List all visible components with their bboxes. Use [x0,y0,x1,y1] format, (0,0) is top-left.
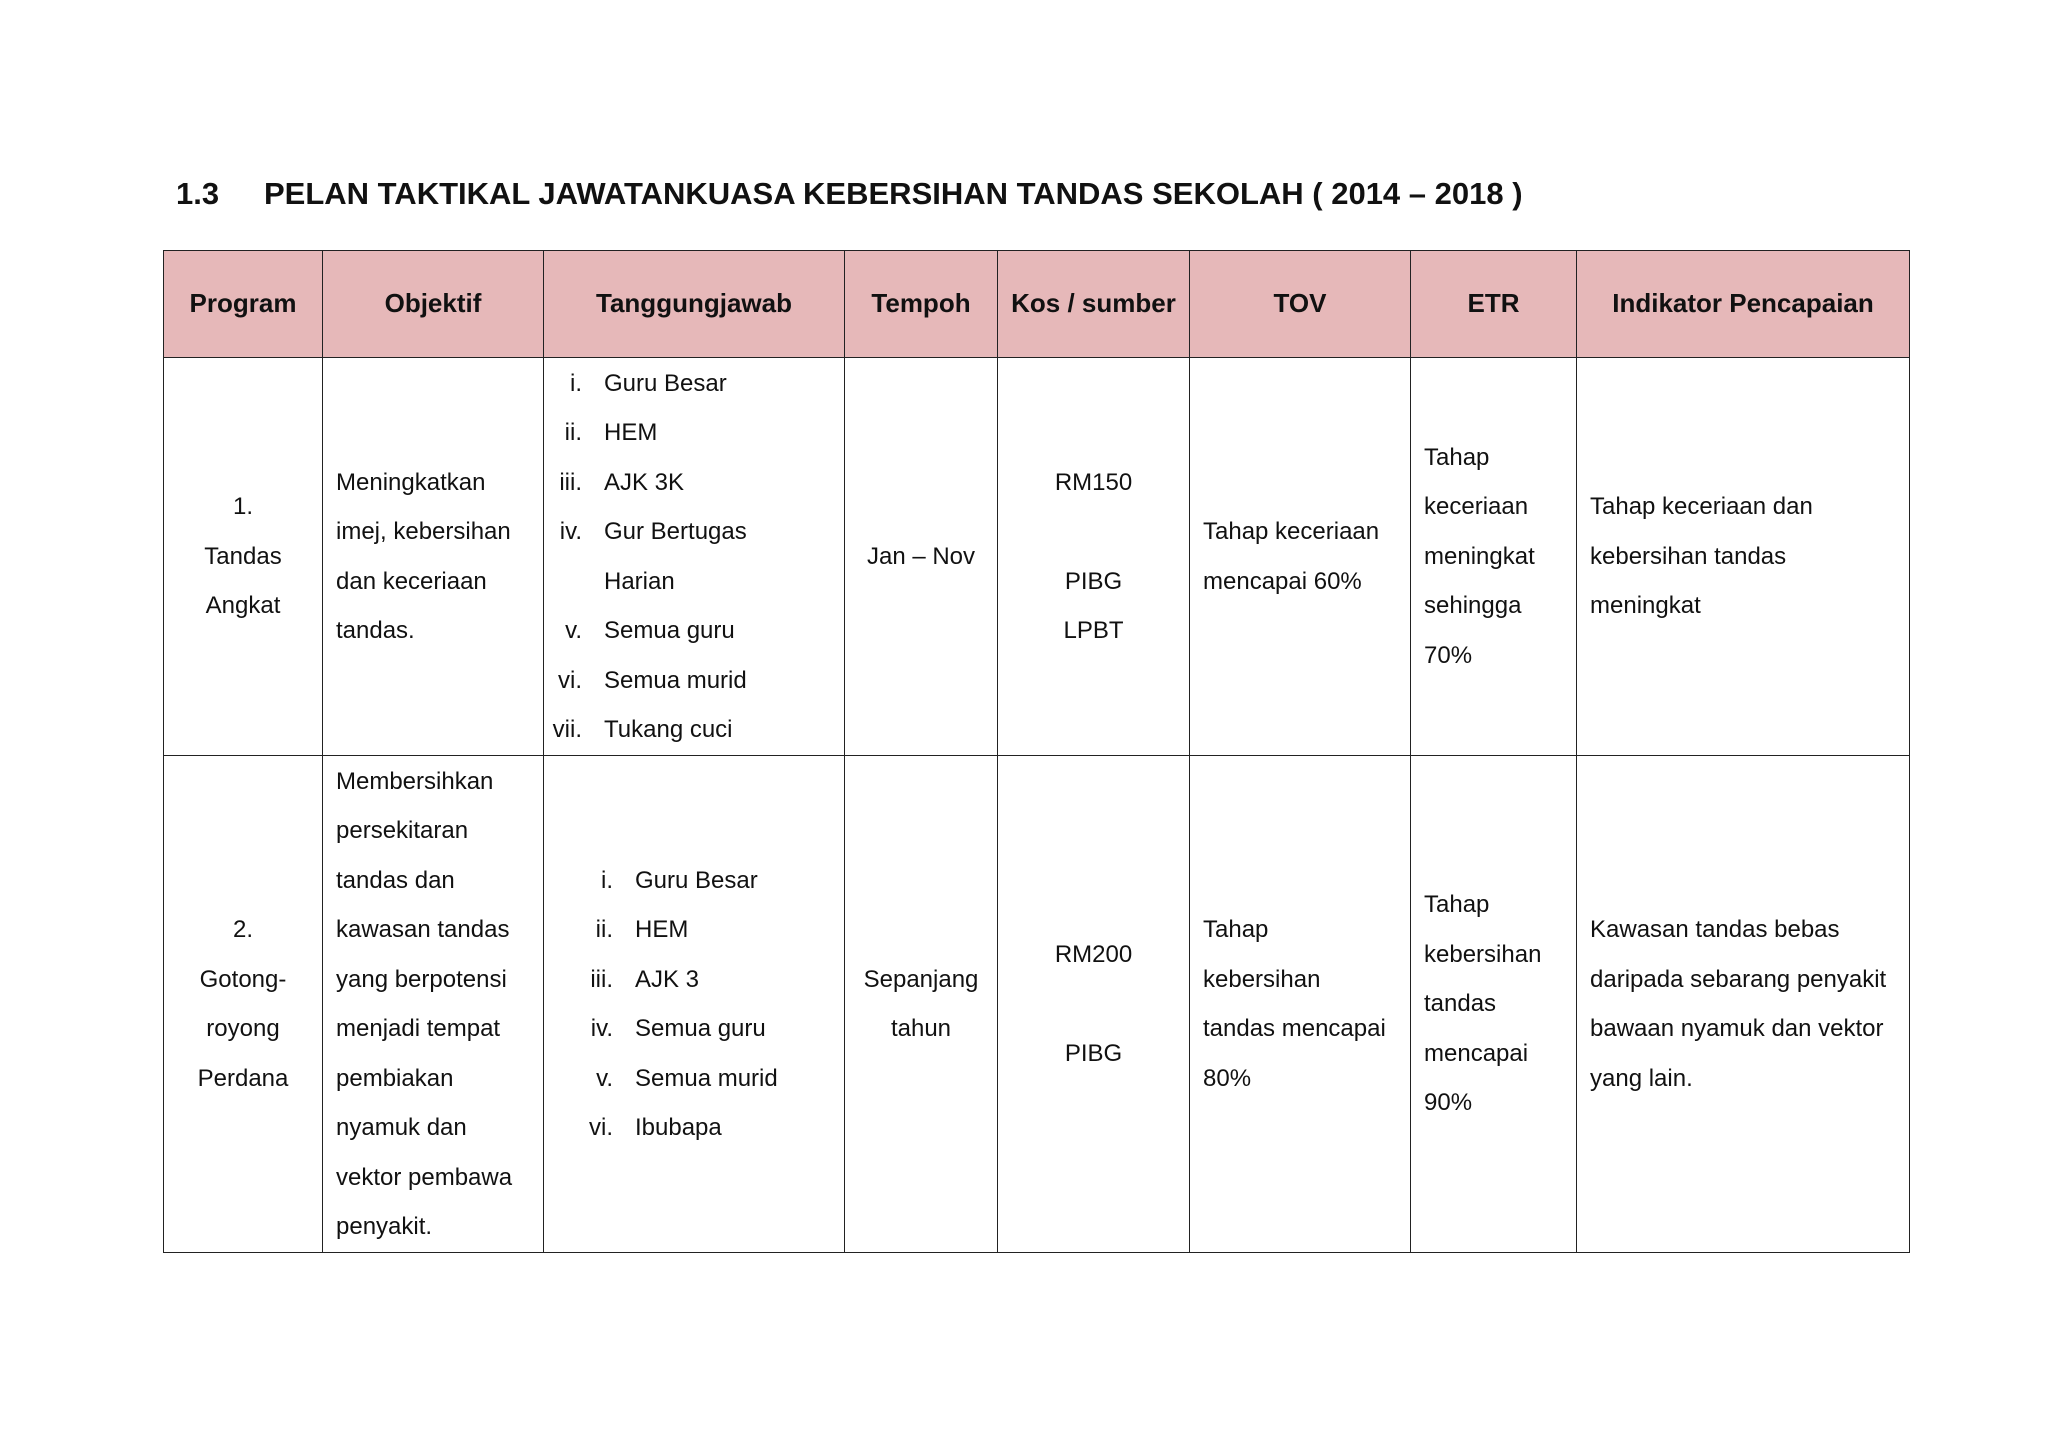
indikator-line: bawaan nyamuk dan vektor [1590,1015,1884,1042]
tov-line: 80% [1203,1064,1252,1092]
tov-line: tandas mencapai [1203,1015,1386,1042]
list-text: HEM [604,419,658,446]
objektif-line: Meningkatkan [336,468,486,496]
indikator-line: Tahap keceriaan dan [1590,493,1813,521]
list-numeral: i. [570,369,582,397]
kos-spacer [1002,507,1185,557]
objektif-line: nyamuk dan [336,1114,467,1141]
tempoh-cell [845,358,998,756]
objektif-cell [323,358,544,756]
list-text: Semua guru [635,1015,766,1042]
etr-line: tandas [1424,990,1497,1018]
list-item [551,1054,836,1104]
tov-cell [1190,358,1411,756]
indikator-cell [1577,358,1910,756]
program-number: 2. [232,916,253,943]
kos-line: RM200 [1054,940,1133,968]
etr-line: keceriaan [1424,493,1529,521]
list-numeral: ii. [564,419,582,446]
list-item [551,606,836,656]
tov-line: Tahap keceriaan [1203,518,1380,545]
objektif-line: kawasan tandas [336,916,510,943]
header-tov: TOV [1190,251,1411,358]
indikator-line: kebersihan tandas [1590,542,1787,570]
tov-line: Tahap [1203,916,1269,943]
list-numeral: vi. [558,666,582,694]
program-line: Angkat [205,592,281,620]
etr-line: Tahap [1424,891,1490,919]
tempoh-cell [845,756,998,1253]
program-cell [164,756,323,1253]
kos-line: RM150 [1054,468,1133,496]
list-text: Semua murid [604,666,747,694]
header-kos-sumber: Kos / sumber [998,251,1190,358]
objektif-line: menjadi tempat [336,1015,501,1042]
list-item [551,507,836,557]
program-number: 1. [232,493,253,521]
tempoh-line: tahun [890,1015,952,1042]
list-numeral: v. [596,1064,613,1092]
list-item [551,856,836,906]
list-item [551,1103,836,1153]
list-numeral: vi. [589,1114,613,1141]
list-numeral: iii. [559,468,582,496]
program-line: Perdana [197,1064,289,1092]
tanggungjawab-cell [544,358,845,756]
indikator-line: Kawasan tandas bebas [1590,916,1840,943]
etr-cell [1411,358,1577,756]
etr-cell [1411,756,1577,1253]
indikator-cell [1577,756,1910,1253]
objektif-line: penyakit. [336,1213,433,1240]
list-item [551,955,836,1005]
list-text: Gur Bertugas [604,518,747,545]
objektif-line: tandas dan [336,866,455,894]
program-cell [164,358,323,756]
list-numeral: i. [601,866,613,894]
etr-line: 90% [1424,1089,1473,1117]
header-row [164,251,1910,358]
tactical-plan-table [163,250,1910,1253]
program-line: Gotong- [199,965,287,993]
tempoh-text: Jan – Nov [866,542,976,570]
kos-line: PIBG [1064,567,1123,595]
objektif-line: persekitaran [336,817,469,844]
etr-line: kebersihan [1424,940,1542,968]
list-item [551,1004,836,1054]
objektif-line: imej, kebersihan [336,518,511,545]
list-text: Harian [604,567,675,595]
header-program: Program [164,251,323,358]
indikator-line: meningkat [1590,592,1701,620]
objektif-line: pembiakan [336,1064,454,1092]
header-tanggungjawab: Tanggungjawab [544,251,845,358]
list-numeral: iv. [590,1015,613,1042]
etr-line: Tahap [1424,443,1490,471]
page-heading [176,176,1523,212]
list-text: Ibubapa [635,1114,722,1141]
list-numeral: ii. [595,916,613,943]
responsibility-list [551,359,836,755]
table-row [164,756,1910,1253]
kos-line: PIBG [1064,1039,1123,1067]
list-text: Tukang cuci [604,716,733,743]
list-item [551,458,836,508]
list-text: Guru Besar [604,369,727,397]
list-text: AJK 3K [604,468,685,496]
list-item [551,705,836,755]
indikator-line: daripada sebarang penyakit [1590,965,1887,993]
list-numeral: iii. [590,965,613,993]
table-row [164,358,1910,756]
program-line: Tandas [204,542,282,570]
header-etr: ETR [1411,251,1577,358]
tov-line: kebersihan [1203,965,1321,993]
etr-line: 70% [1424,641,1473,669]
kos-cell [998,756,1190,1253]
objektif-line: vektor pembawa [336,1163,513,1191]
kos-line: LPBT [1063,617,1124,644]
tempoh-line: Sepanjang [863,965,979,993]
list-numeral: iv. [559,518,582,545]
list-item [551,656,836,706]
program-line: royong [206,1015,280,1042]
objektif-line: yang berpotensi [336,965,507,993]
list-text: Semua murid [635,1064,778,1092]
responsibility-list [551,856,836,1153]
objektif-line: dan keceriaan [336,567,487,595]
etr-line: mencapai [1424,1039,1529,1067]
tanggungjawab-cell [544,756,845,1253]
kos-spacer [1002,979,1185,1029]
etr-line: sehingga [1424,592,1522,620]
list-text: Guru Besar [635,866,758,894]
list-text: HEM [635,916,689,943]
list-text: Semua guru [604,617,735,644]
section-title: PELAN TAKTIKAL JAWATANKUASA KEBERSIHAN TANDAS SEKOLAH ( 2014 – 2018 ) [264,176,1523,211]
list-numeral: v. [565,617,582,644]
list-item [551,905,836,955]
etr-line: meningkat [1424,542,1535,570]
list-numeral [551,557,604,607]
objektif-line: Membersihkan [336,767,494,795]
tov-line: mencapai 60% [1203,567,1362,595]
kos-cell [998,358,1190,756]
indikator-line: yang lain. [1590,1064,1693,1092]
header-tempoh: Tempoh [845,251,998,358]
list-item [551,359,836,409]
objektif-cell [323,756,544,1253]
list-item [551,408,836,458]
tov-cell [1190,756,1411,1253]
section-number: 1.3 [176,176,220,211]
objektif-line: tandas. [336,617,415,644]
list-numeral: vii. [552,716,582,743]
list-text: AJK 3 [635,965,700,993]
list-item [551,557,836,607]
header-indikator: Indikator Pencapaian [1577,251,1910,358]
header-objektif: Objektif [323,251,544,358]
